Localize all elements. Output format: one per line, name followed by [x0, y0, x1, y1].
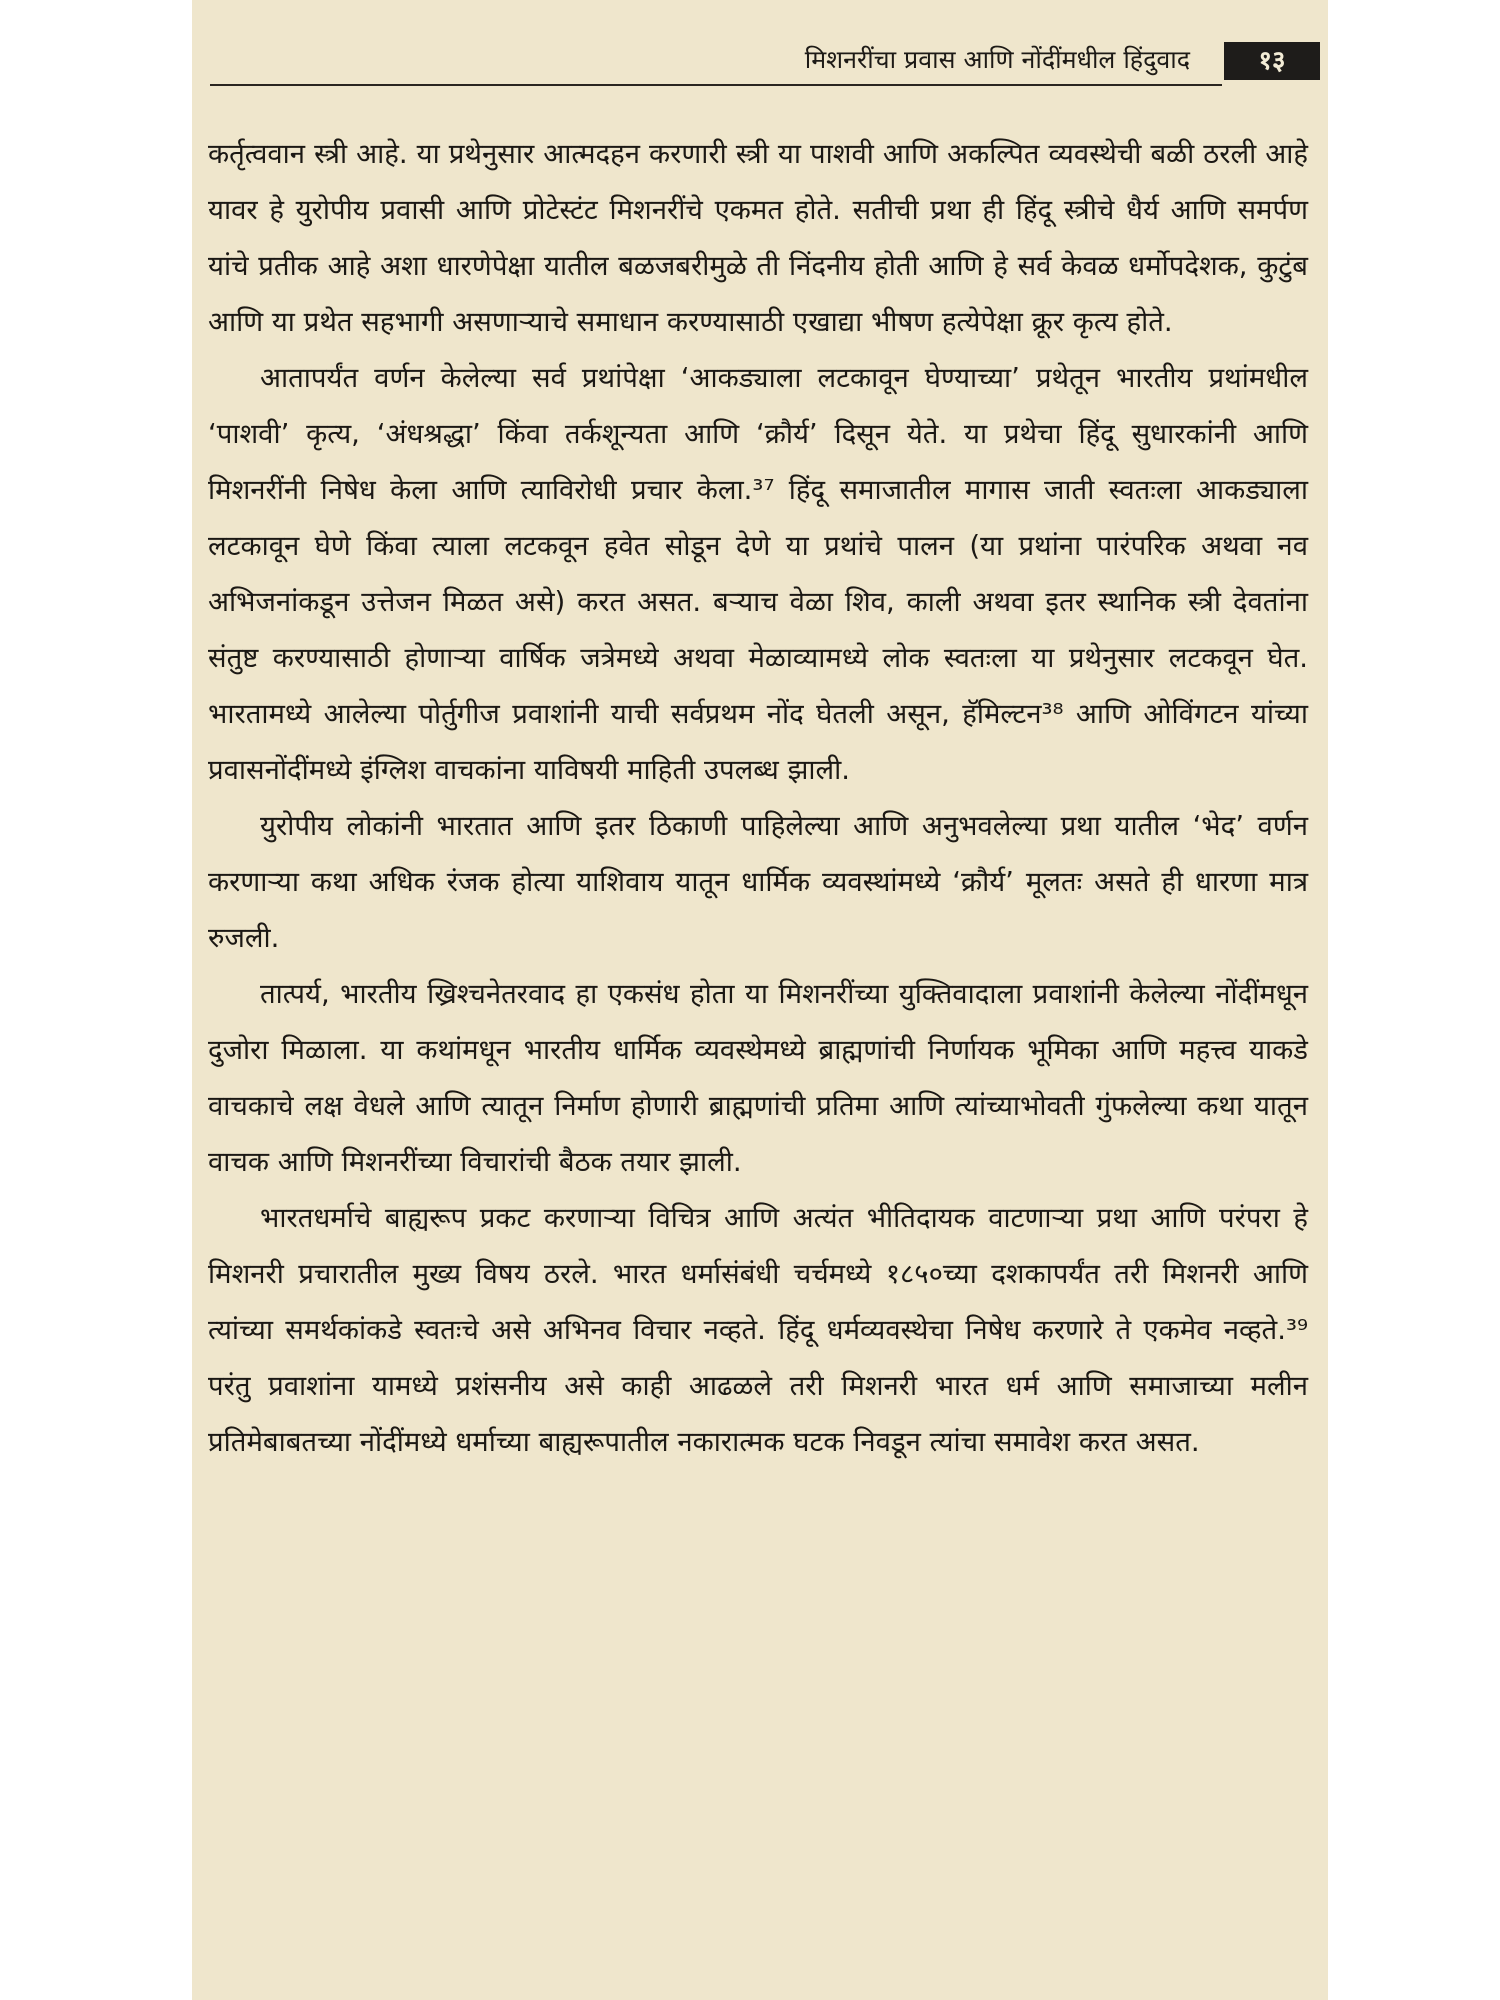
paragraph: भारतधर्माचे बाह्यरूप प्रकट करणाऱ्या विचित्र आणि अत्यंत भीतिदायक वाटणाऱ्या प्रथा आणि परंपरा हे मिशनरी प्रचारातील मुख्य विषय ठरले. भारत धर्मासंबंधी चर्चमध्ये १८५०च्या दशकापर्यंत तरी मिशनरी आणि त्यांच्या समर्थकांकडे स्वतःचे असे अभिनव विचार नव्हते. हिंदू धर्मव्यवस्थेचा निषेध करणारे ते एकमेव नव्हते.³⁹ परंतु प्रवाशांना यामध्ये प्रशंसनीय असे काही आढळले तरी मिशनरी भारत धर्म आणि समाजाच्या मलीन प्रतिमेबाबतच्या नोंदींमध्ये धर्माच्या बाह्यरूपातील नकारात्मक घटक निवडून त्यांचा समावेश करत असत. — [208, 1202, 1308, 1458]
paragraph: तात्पर्य, भारतीय ख्रिश्चनेतरवाद हा एकसंध होता या मिशनरींच्या युक्तिवादाला प्रवाशांनी केलेल्या नोंदींमधून दुजोरा मिळाला. या कथांमधून भारतीय धार्मिक व्यवस्थेमध्ये ब्राह्मणांची निर्णायक भूमिका आणि महत्त्व याकडे वाचकाचे लक्ष वेधले आणि त्यातून निर्माण होणारी ब्राह्मणांची प्रतिमा आणि त्यांच्याभोवती गुंफलेल्या कथा यातून वाचक आणि मिशनरींच्या विचारांची बैठक तयार झाली. — [208, 978, 1308, 1178]
header-rule — [210, 84, 1222, 86]
paragraph: युरोपीय लोकांनी भारतात आणि इतर ठिकाणी पाहिलेल्या आणि अनुभवलेल्या प्रथा यातील ‘भेद’ वर्णन करणाऱ्या कथा अधिक रंजक होत्या याशिवाय यातून धार्मिक व्यवस्थांमध्ये ‘क्रौर्य’ मूलतः असते ही धारणा मात्र रुजली. — [208, 810, 1308, 954]
running-header — [210, 40, 1320, 90]
paragraph: आतापर्यंत वर्णन केलेल्या सर्व प्रथांपेक्षा ‘आकड्याला लटकावून घेण्याच्या’ प्रथेतून भारतीय प्रथांमधील ‘पाशवी’ कृत्य, ‘अंधश्रद्धा’ किंवा तर्कशून्यता आणि ‘क्रौर्य’ दिसून येते. या प्रथेचा हिंदू सुधारकांनी आणि मिशनरींनी निषेध केला आणि त्याविरोधी प्रचार केला.³⁷ हिंदू समाजातील मागास जाती स्वतःला आकड्याला लटकावून घेणे किंवा त्याला लटकवून हवेत सोडून देणे या प्रथांचे पालन (या प्रथांना पारंपरिक अथवा नव अभिजनांकडून उत्तेजन मिळत असे) करत असत. बऱ्याच वेळा शिव, काली अथवा इतर स्थानिक स्त्री देवतांना संतुष्ट करण्यासाठी होणाऱ्या वार्षिक जत्रेमध्ये अथवा मेळाव्यामध्ये लोक स्वतःला या प्रथेनुसार लटकवून घेत. भारतामध्ये आलेल्या पोर्तुगीज प्रवाशांनी याची सर्वप्रथम नोंद घेतली असून, हॅमिल्टन³⁸ आणि ओविंगटन यांच्या प्रवासनोंदींमध्ये इंग्लिश वाचकांना याविषयी माहिती उपलब्ध झाली. — [208, 362, 1308, 786]
body-text — [208, 126, 1308, 1470]
page-number: १३ — [1224, 42, 1320, 80]
chapter-title: मिशनरींचा प्रवास आणि नोंदींमधील हिंदुवाद — [804, 45, 1190, 74]
paragraph: कर्तृत्ववान स्त्री आहे. या प्रथेनुसार आत्मदहन करणारी स्त्री या पाशवी आणि अकल्पित व्यवस्थेची बळी ठरली आहे यावर हे युरोपीय प्रवासी आणि प्रोटेस्टंट मिशनरींचे एकमत होते. सतीची प्रथा ही हिंदू स्त्रीचे धैर्य आणि समर्पण यांचे प्रतीक आहे अशा धारणेपेक्षा यातील बळजबरीमुळे ती निंदनीय होती आणि हे सर्व केवळ धर्मोपदेशक, कुटुंब आणि या प्रथेत सहभागी असणाऱ्याचे समाधान करण्यासाठी एखाद्या भीषण हत्येपेक्षा क्रूर कृत्य होते. — [208, 138, 1308, 338]
